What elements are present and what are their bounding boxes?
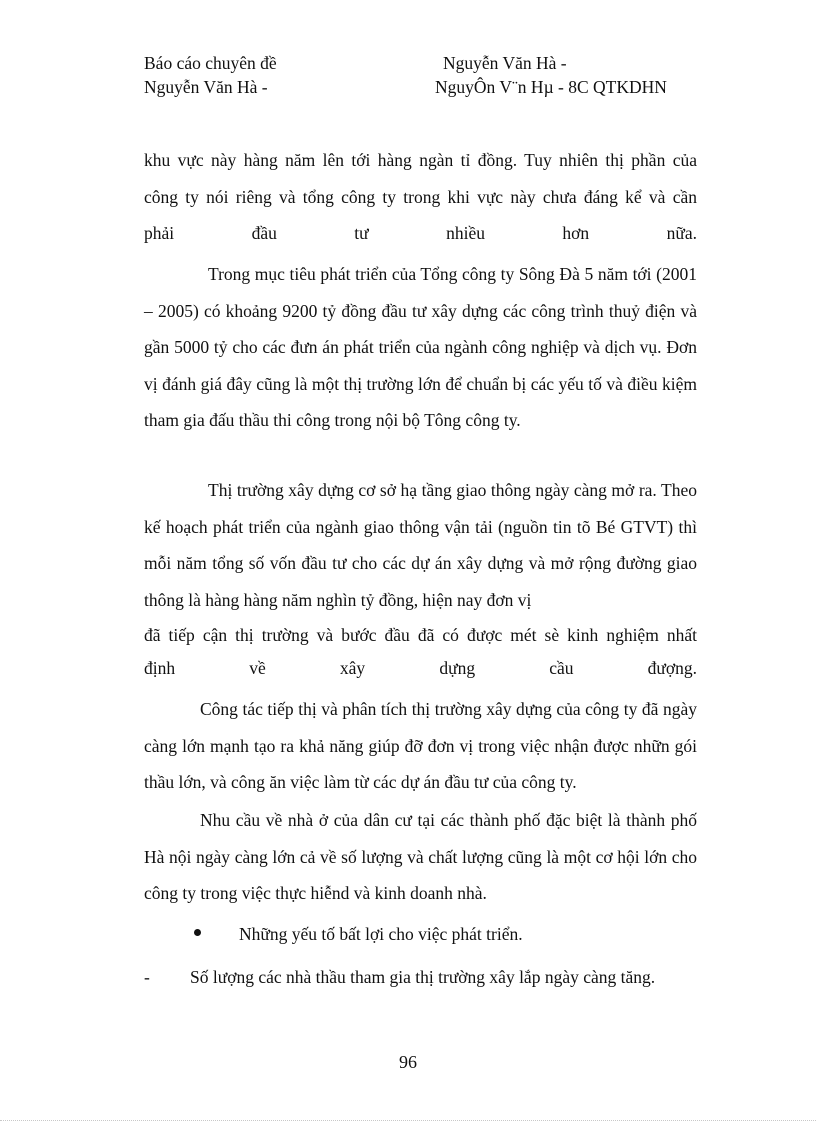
page-number: 96 [399, 1052, 417, 1072]
header-left-line2: Nguyễn Văn Hà - [144, 77, 268, 97]
dash-marker: - [144, 967, 150, 987]
paragraph-2-text: Trong mục tiêu phát triển của Tổng công ty Sông Đà 5 năm tới (2001 – 2005) có khoảng 9200 tỷ đồng đầu tư xây dựng các công trình thuỷ điện và gần 5000 tỷ cho các đưn án phát triển của ngành công nghiệp và dịch vụ. Đơn vị đánh giá đây cũng là một thị trường lớn để chuẩn bị các yếu tố và điều kiệm tham gia đấu thầu thi công trong nội bộ Tông công ty. [144, 264, 697, 430]
paragraph-1-line-1: khu vực này hàng năm lên tới hàng ngàn tỉ đồng. Tuy nhiên thị phần của [144, 150, 697, 170]
header-left-line1: Báo cáo chuyên đề [144, 53, 277, 73]
paragraph-1 [144, 142, 697, 252]
paragraph-2 [144, 256, 697, 439]
paragraph-3-line-6 [144, 650, 697, 687]
header-right-line2: NguyÔn V¨n Hµ - 8C QTKDHN [435, 77, 667, 97]
paragraph-1-line-3: phải đầu tư nhiều hơn nữa. [144, 223, 697, 243]
paragraph-4 [144, 691, 697, 801]
paragraph-5-text: Nhu cầu về nhà ở của dân cư tại các thành phố đặc biệt là thành phố Hà nội ngày càng lớn cả về số lượng và chất lượng cũng là một cơ hội lớn cho công ty trong việc thực hiễnd và kinh doanh nhà. [144, 810, 697, 903]
bullet-dot-icon [194, 929, 201, 936]
paragraph-3-text: Thị trường xây dựng cơ sở hạ tầng giao thông ngày càng mở ra. Theo kế hoạch phát triển của ngành giao thông vận tải (nguồn tin tõ Bé GTVT) thì mỗi năm tổng số vốn đầu tư cho các dự án xây dựng và mở rộng đường giao thông là hàng hàng năm nghìn tỷ đồng, hiện nay đơn vị [144, 480, 697, 610]
paragraph-3-line-5-text: đã tiếp cận thị trường và bước đầu đã có được mét sè kinh nghiệm nhất [144, 625, 697, 645]
page-bottom-divider [0, 1120, 816, 1121]
paragraph-1-line-2: công ty nói riêng và tổng công ty trong khi vực này chưa đáng kể và cần [144, 186, 697, 207]
paragraph-3 [144, 472, 697, 618]
paragraph-5 [144, 802, 697, 912]
paragraph-3-line-6-text: định về xây dựng cầu đượng. [144, 658, 697, 678]
header-right-line1: Nguyễn Văn Hà - [443, 53, 567, 73]
bullet-item: Những yếu tố bất lợi cho việc phát triển. [239, 924, 523, 944]
dash-item: Số lượng các nhà thầu tham gia thị trường xây lắp ngày càng tăng. [190, 967, 656, 987]
paragraph-3-line-5 [144, 617, 697, 654]
paragraph-4-text: Công tác tiếp thị và phân tích thị trường xây dựng của công ty đã ngày càng lớn mạnh tạo ra khả năng giúp đỡ đơn vị trong việc nhận được nhữn gói thầu lớn, và công ăn việc làm từ các dự án đầu tư của công ty. [144, 699, 697, 792]
